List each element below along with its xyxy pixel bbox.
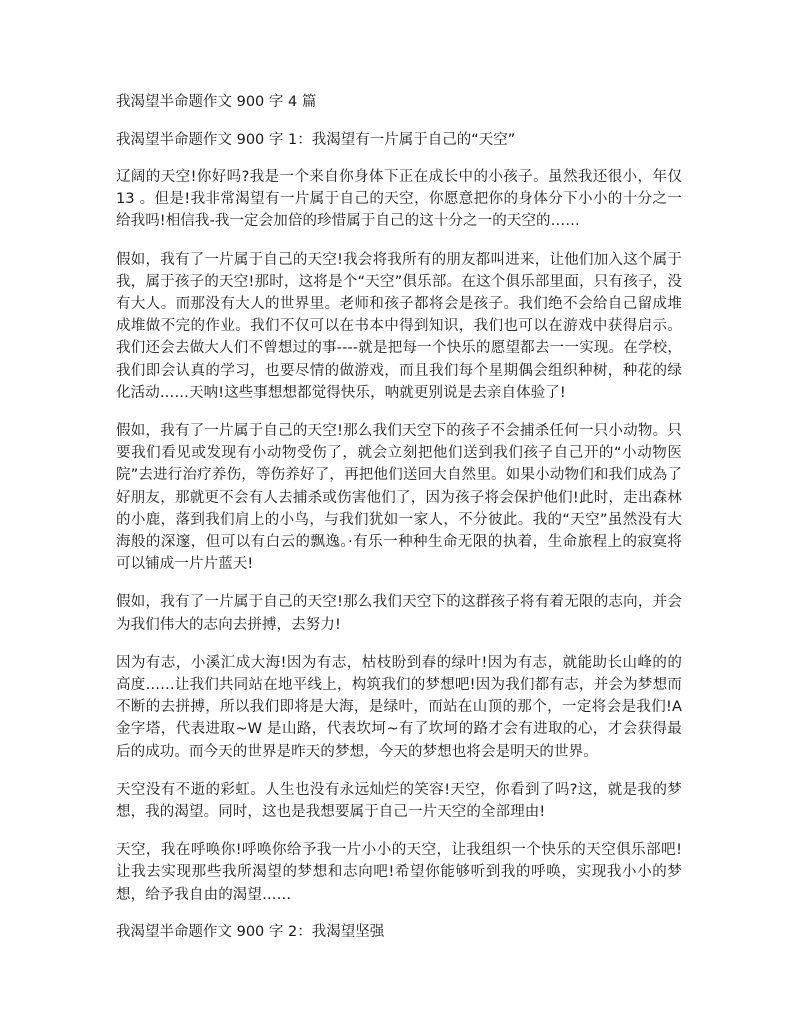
paragraph-7: 天空，我在呼唤你!呼唤你给予我一片小小的天空，让我组织一个快乐的天空俱乐部吧!让我去实现那些我所渴望的梦想和志向吧!希望你能够听到我的呼唤，实现我小小的梦想，给予我自由的渴望…… [116,842,682,903]
paragraph-3: 假如，我有了一片属于自己的天空!那么我们天空下的孩子不会捕杀任何一只小动物。只要我们看见或发现有小动物受伤了，就会立刻把他们送到我们孩子自己开的“小动物医院”去进行治疗养伤，等伤养好了，再把他们送回大自然里。如果小动物们和我们成為了好朋友，那就更不会有人去捕杀或伤害他们了，因为孩子将会保护他们!此时，走出森林的小鹿，落到我们肩上的小鸟，与我们犹如一家人，不分彼此。我的“天空”虽然没有大海般的深邃，但可以有白云的飘逸。·有乐一种种生命无限的执着，生命旅程上的寂寞将可以铺成一片片蓝天! [116,423,682,573]
paragraph-1: 辽阔的天空!你好吗?我是一个来自你身体下正在成长中的小孩子。虽然我还很小，年仅 13 。但是!我非常渴望有一片属于自己的天空，你愿意把你的身体分下小小的十分之一给我吗!相信我-我一定会加倍的珍惜属于自己的这十分之一的天空的…… [116,169,682,230]
essay-1-title: 我渴望半命题作文 900 字 1：我渴望有一片属于自己的“天空” [116,132,516,148]
paragraph-4: 假如，我有了一片属于自己的天空!那么我们天空下的这群孩子将有着无限的志向，并会为我们伟大的志向去拼搏，去努力! [116,594,682,633]
document-page [116,92,682,942]
paragraph-2: 假如，我有了一片属于自己的天空!我会将我所有的朋友都叫进来，让他们加入这个属于我，属于孩子的天空!那时，这将是个“天空”俱乐部。在这个俱乐部里面，只有孩子，没有大人。而那没有大人的世界里。老师和孩子都将会是孩子。我们绝不会给自己留成堆成堆做不完的作业。我们不仅可以在书本中得到知识，我们也可以在游戏中获得启示。我们还会去做大人们不曾想过的事----就是把每一个快乐的愿望都去一一实现。在学校，我们即会认真的学习，也要尽情的做游戏，而且我们每个星期偶会组织种树，种花的绿化活动……天呐!这些事想想都觉得快乐，呐就更别说是去亲自体验了! [116,251,682,401]
document-title: 我渴望半命题作文 900 字 4 篇 [116,94,317,110]
paragraph-6: 天空没有不逝的彩虹。人生也没有永远灿烂的笑容!天空，你看到了吗?这，就是我的梦想，我的渴望。同时，这也是我想要属于自己一片天空的全部理由! [116,781,682,821]
paragraph-5: 因为有志，小溪汇成大海!因为有志，枯枝盼到春的绿叶!因为有志，就能助长山峰的的高度……让我们共同站在地平线上，构筑我们的梦想吧!因为我们都有志，并会为梦想而不断的去拼搏，所以我们即将是大海，是绿叶，而站在山顶的那个，一定将会是我们!A 金字塔，代表进取~W 是山路，代表坎坷~有了坎坷的路才会有进取的心，才会获得最后的成功。而今天的世界是昨天的梦想，今天的梦想也将会是明天的世界。 [116,654,682,760]
essay-2-title: 我渴望半命题作文 900 字 2：我渴望坚强 [116,923,385,940]
